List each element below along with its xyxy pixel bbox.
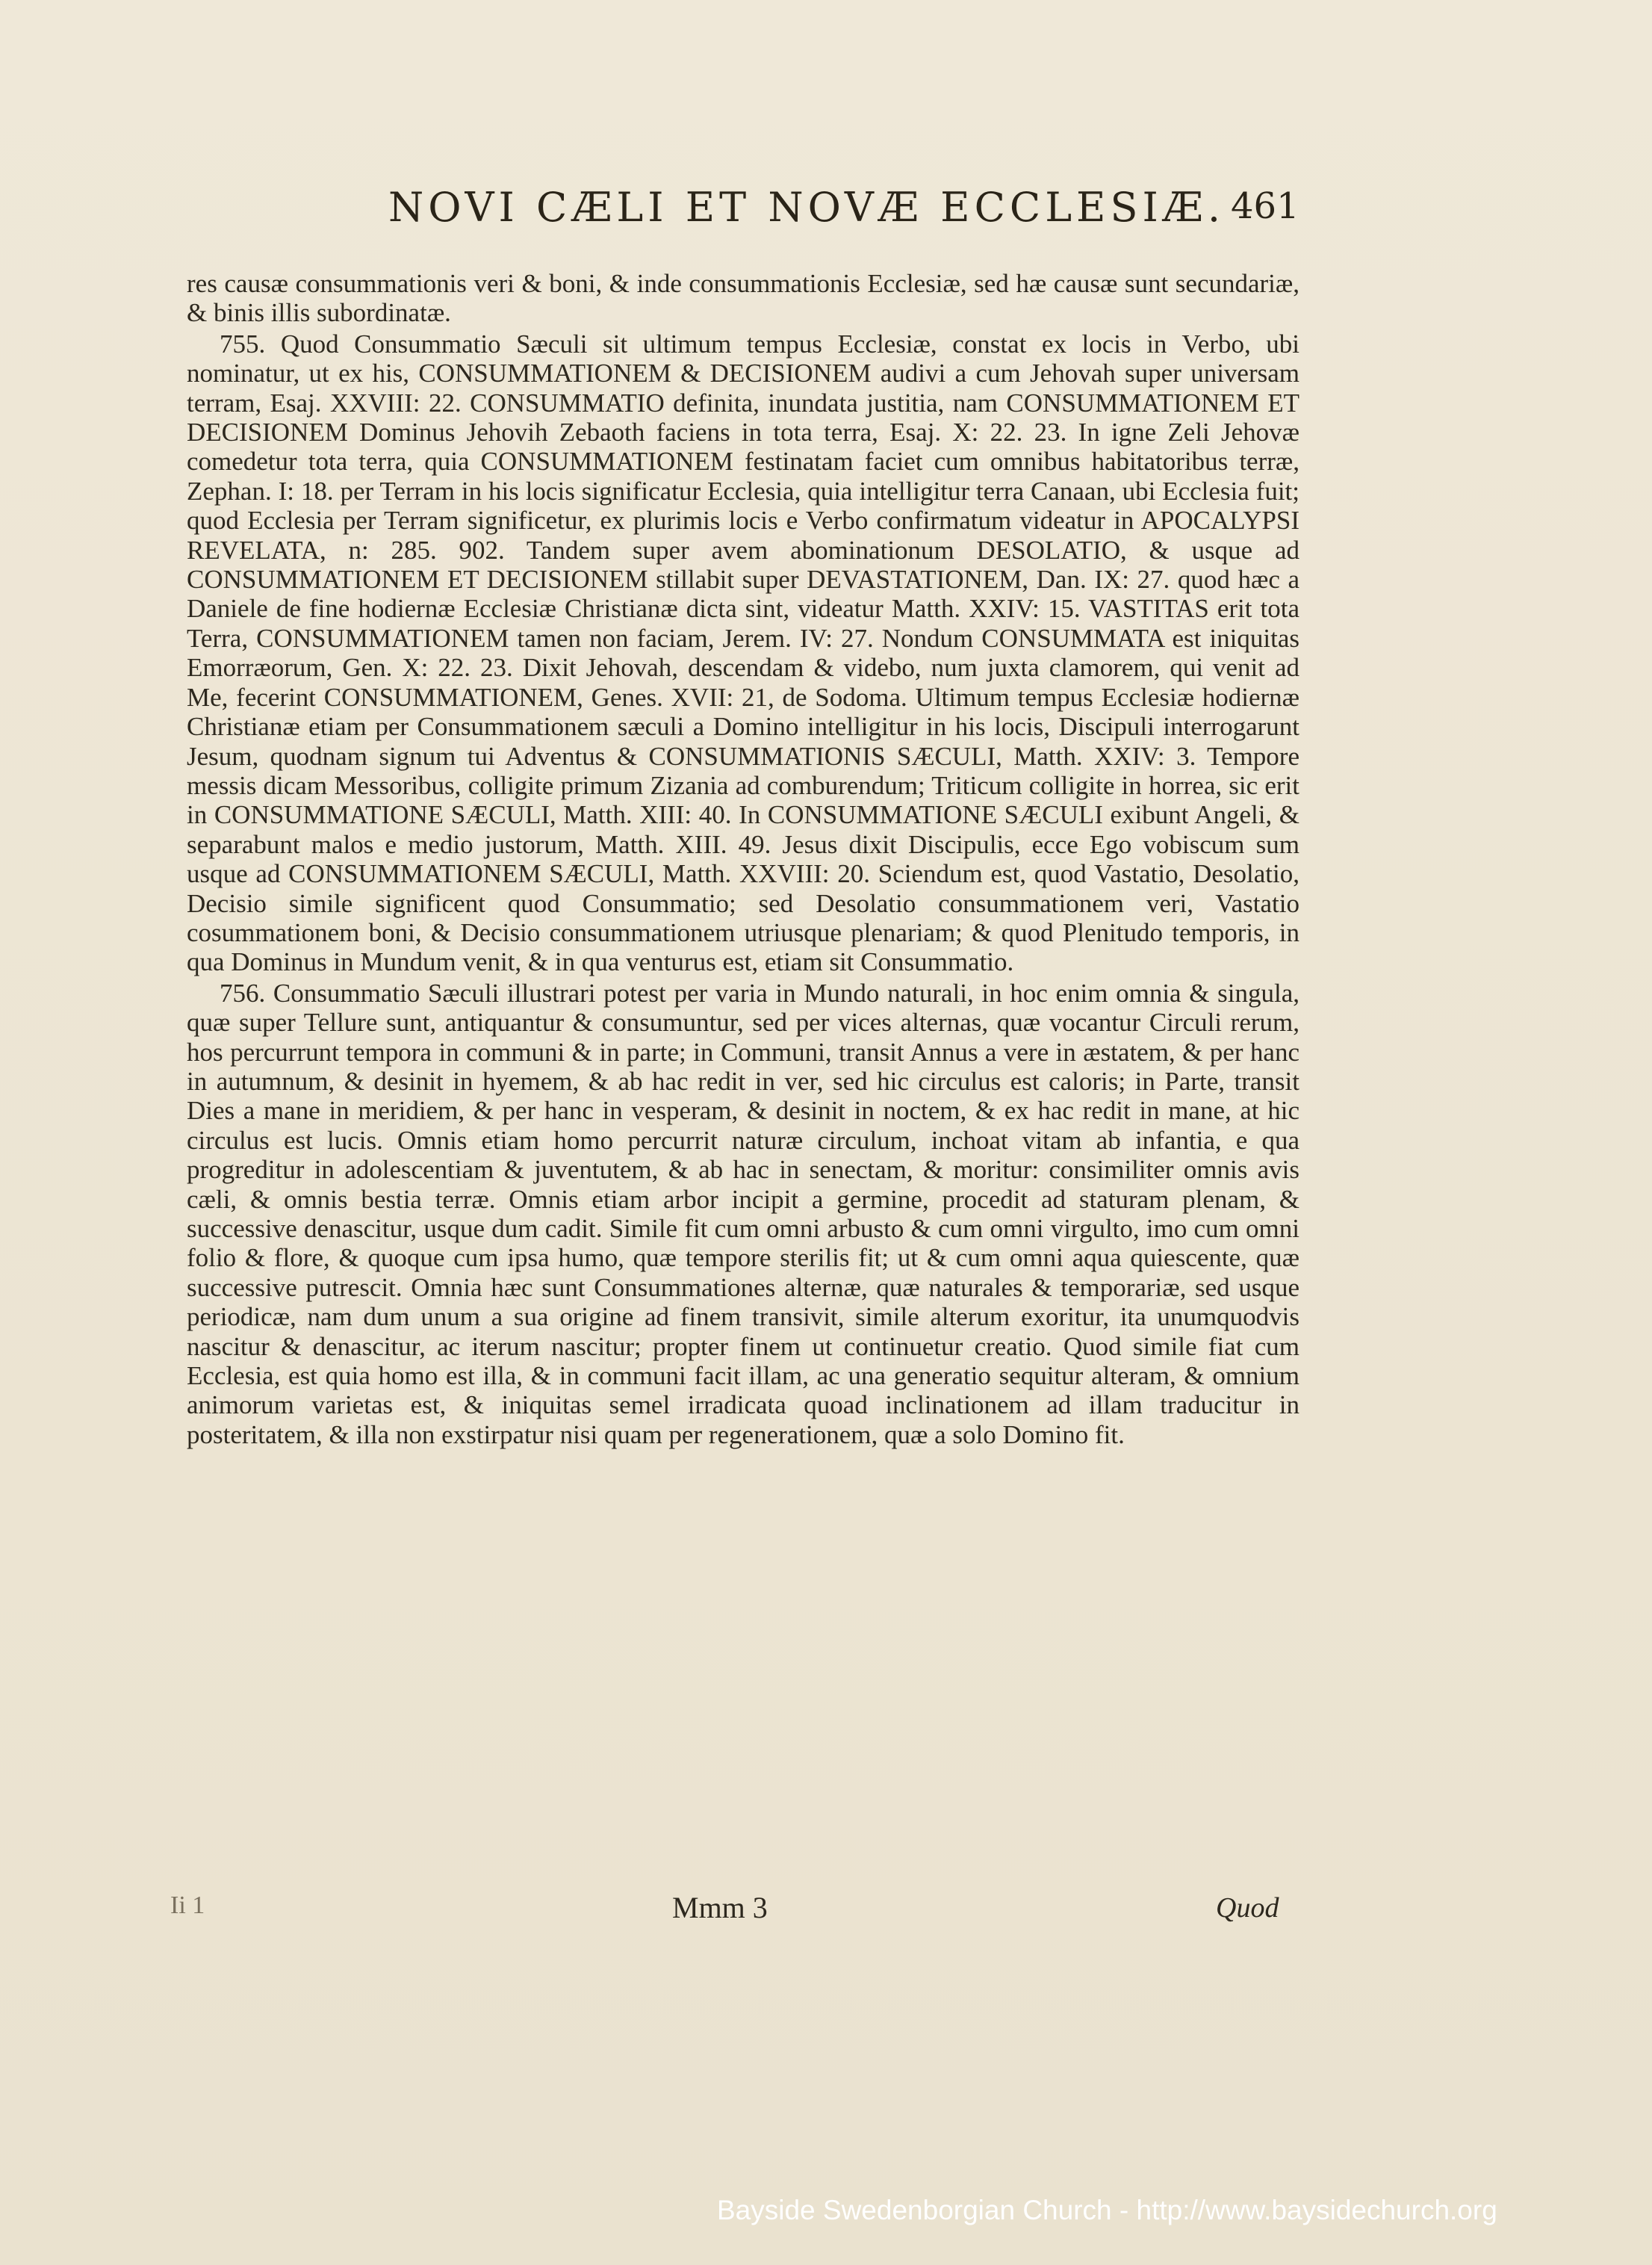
signature-mark: Mmm 3: [672, 1891, 768, 1924]
running-title: NOVI CÆLI ET NOVÆ ECCLESIÆ.: [388, 184, 1226, 231]
watermark-text: Bayside Swedenborgian Church - http://www.baysidechurch.org: [717, 2195, 1497, 2225]
body-text: [187, 269, 1299, 1449]
paragraph-756: 756. Consummatio Sæculi illustrari potest per varia in Mundo naturali, in hoc enim omnia & singula, quæ super Tellure sunt, antiquantur & consumuntur, sed per vices alternas, quæ vocantur Circuli rerum, hos percurrunt tempora in communi & in parte; in Communi, transit Annus a vere in æstatem, & per hanc in autumnum, & desinit in hyemem, & ab hac redit in ver, sed hic circulus est caloris; in Parte, transit Dies a mane in meridiem, & per hanc in vesperam, & desinit in noctem, & ex hac redit in mane, at hic circulus est lucis. Omnis etiam homo percurrit naturæ circulum, inchoat vitam ab infantia, e qua progreditur in adolescentiam & juventutem, & ab hac in senectam, & moritur: consimiliter omnis avis cæli, & omnis bestia terræ. Omnis etiam arbor incipit a germine, procedit ad staturam plenam, & successive denascitur, usque dum cadit. Simile fit cum omni arbusto & cum omni virgulto, imo cum omni folio & flore, & quoque cum ipsa humo, quæ tempore sterilis fit; ut & cum omni aqua quiescente, quæ successive putrescit. Omnia hæc sunt Consummationes alternæ, quæ naturales & temporariæ, sed usque periodicæ, nam dum unum a sua origine ad finem transivit, simile alterum exoritur, ita unumquodvis nascitur & denascitur, ac iterum nascitur; propter finem ut continuetur creatio. Quod simile fiat cum Ecclesia, est quia homo est illa, & in communi facit illam, ac una generatio sequitur alteram, & omnium animorum varietas est, & iniquitas semel irradicata quoad inclinationem ad illam traducitur in posteritatem, & illa non exstirpatur nisi quam per regenerationem, quæ a solo Domino fit.: [187, 978, 1299, 1449]
paragraph-continuation: res causæ consummationis veri & boni, & inde consummationis Ecclesiæ, sed hæ causæ sunt secundariæ, & binis illis subordinatæ.: [187, 269, 1299, 328]
edge-marks: Ii 1: [170, 1891, 205, 1919]
catchword: Quod: [1216, 1892, 1279, 1924]
paragraph-755: 755. Quod Consummatio Sæculi sit ultimum tempus Ecclesiæ, constat ex locis in Verbo, ubi nominatur, ut ex his, CONSUMMATIONEM & DECISIONEM audivi a cum Jehovah super universam terram, Esaj. XXVIII: 22. CONSUMMATIO definita, inundata justitia, nam CONSUMMATIONEM ET DECISIONEM Dominus Jehovih Zebaoth faciens in tota terra, Esaj. X: 22. 23. In igne Zeli Jehovæ comedetur tota terra, quia CONSUMMATIONEM festinatam faciet cum omnibus habitatoribus terræ, Zephan. I: 18. per Terram in his locis significatur Ecclesia, quia intelligitur terra Canaan, ubi Ecclesia fuit; quod Ecclesia per Terram significetur, ex plurimis locis e Verbo confirmatum videatur in APOCALYPSI REVELATA, n: 285. 902. Tandem super avem abominationum DESOLATIO, & usque ad CONSUMMATIONEM ET DECISIONEM stillabit super DEVASTATIONEM, Dan. IX: 27. quod hæc a Daniele de fine hodiernæ Ecclesiæ Christianæ dicta sint, videatur Matth. XXIV: 15. VASTITAS erit tota Terra, CONSUMMATIONEM tamen non faciam, Jerem. IV: 27. Nondum CONSUMMATA est iniquitas Emorræorum, Gen. X: 22. 23. Dixit Jehovah, descendam & videbo, num juxta clamorem, qui venit ad Me, fecerint CONSUMMATIONEM, Genes. XVII: 21, de Sodoma. Ultimum tempus Ecclesiæ hodiernæ Christianæ etiam per Consummationem sæculi a Domino intelligitur in his locis, Discipuli interrogarunt Jesum, quodnam signum tui Adventus & CONSUMMATIONIS SÆCULI, Matth. XXIV: 3. Tempore messis dicam Messoribus, colligite primum Zizania ad comburendum; Triticum colligite in horrea, sic erit in CONSUMMATIONE SÆCULI, Matth. XIII: 40. In CONSUMMATIONE SÆCULI exibunt Angeli, & separabunt malos e medio justorum, Matth. XIII. 49. Jesus dixit Discipulis, ecce Ego vobiscum sum usque ad CONSUMMATIONEM SÆCULI, Matth. XXVIII: 20. Sciendum est, quod Vastatio, Desolatio, Decisio simile significent quod Consummatio; sed Desolatio consummationem veri, Vastatio cosummationem boni, & Decisio consummationem utriusque plenariam; & quod Plenitudo temporis, in qua Dominus in Mundum venit, & in qua venturus est, etiam sit Consummatio.: [187, 329, 1299, 977]
page-number: 461: [1231, 185, 1299, 227]
